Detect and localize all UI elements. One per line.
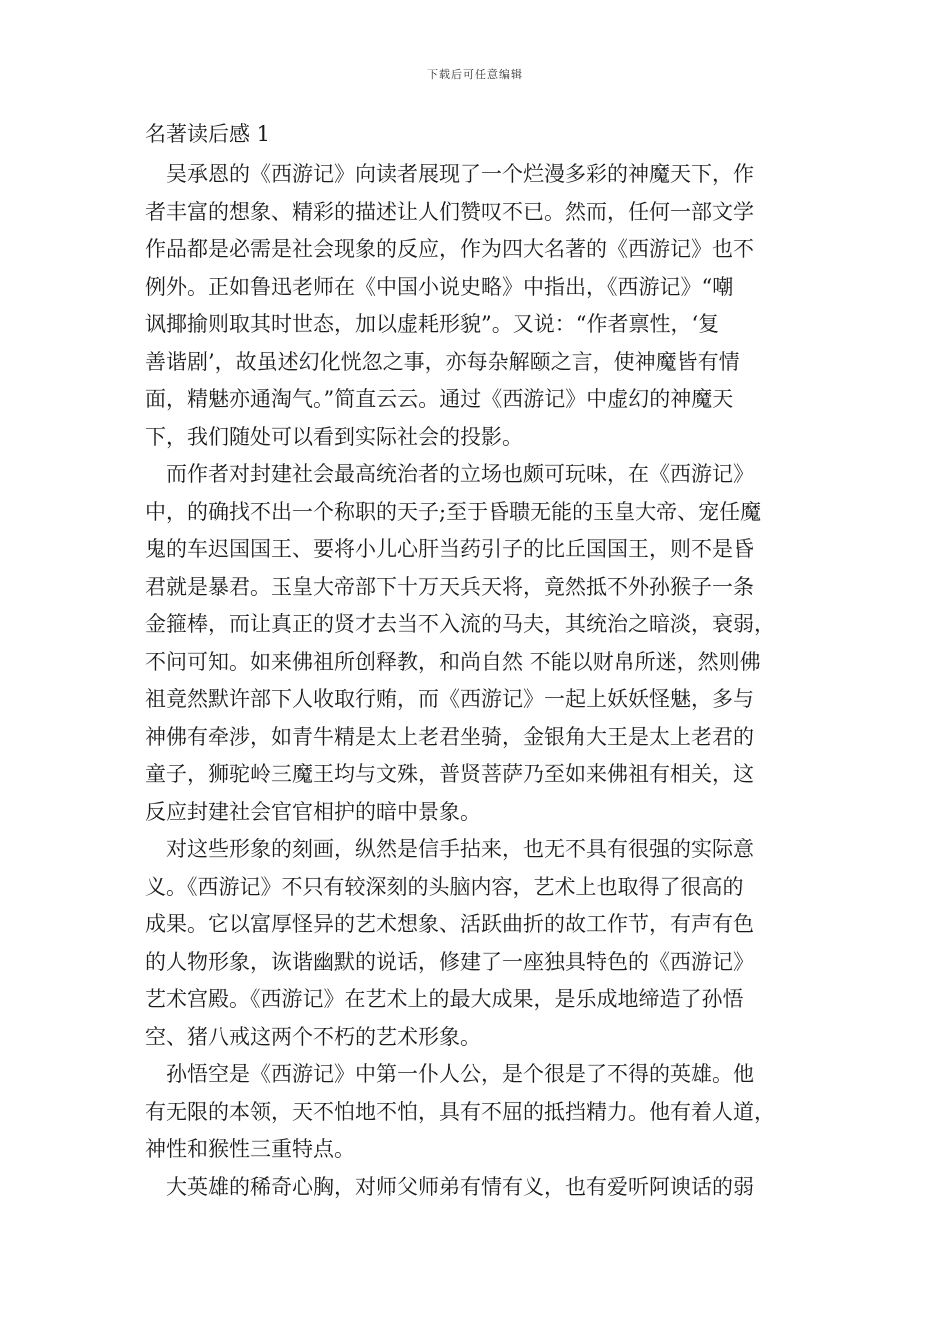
document-body xyxy=(145,116,815,1206)
paragraph-line: 神性和猴性三重特点。 xyxy=(145,1137,355,1161)
paragraph-line: 君就是暴君。玉皇大帝部下十万天兵天将，竟然抵不外孙猴子一条 xyxy=(145,574,754,599)
paragraph xyxy=(145,1056,815,1169)
paragraph-line: 讽揶揄则取其时世态，加以虚耗形貌”。又说：“作者禀性，‘复 xyxy=(145,312,720,336)
paragraph-line: 鬼的车迟国国王、要将小儿心肝当药引子的比丘国国王，则不是昏 xyxy=(145,537,754,561)
paragraph-line: 例外。正如鲁迅老师在《中国小说史略》中指出，《西游记》“嘲 xyxy=(145,274,734,299)
paragraph-line: 对这些形象的刻画，纵然是信手拈来，也无不具有很强的实际意 xyxy=(166,837,754,861)
paragraph-line: 反应封建社会官官相护的暗中景象。 xyxy=(145,799,481,824)
paragraph-line: 者丰富的想象、精彩的描述让人们赞叹不已。然而，任何一部文学 xyxy=(145,199,754,224)
document-title: 名著读后感 1 xyxy=(145,122,271,146)
paragraph-line: 童子，狮驼岭三魔王均与文殊，普贤菩萨乃至如来佛祖有相关，这 xyxy=(145,762,754,786)
paragraph-line: 神佛有牵涉，如青牛精是太上老君坐骑，金银角大王是太上老君的 xyxy=(145,724,754,749)
paragraph xyxy=(145,456,815,831)
paragraph-line: 面，精魅亦通淘气。”简直云云。通过《西游记》中虚幻的神魔天 xyxy=(145,387,734,411)
paragraph-line: 而作者对封建社会最高统治者的立场也颇可玩味，在《西游记》 xyxy=(166,462,754,486)
paragraph xyxy=(145,156,815,456)
paragraph xyxy=(145,831,815,1056)
paragraph-line: 义。《西游记》不只有较深刻的头脑内容，艺术上也取得了很高的 xyxy=(145,874,744,899)
paragraph xyxy=(145,1169,815,1207)
paragraph-line: 孙悟空是《西游记》中第一仆人公，是个很是了不得的英雄。他 xyxy=(166,1062,754,1086)
paragraph-line: 作品都是必需是社会现象的反应，作为四大名著的《西游记》也不 xyxy=(145,237,754,261)
paragraph-line: 艺术宫殿。《西游记》在艺术上的最大成果，是乐成地缔造了孙悟 xyxy=(145,987,744,1011)
paragraph-line: 空、猪八戒这两个不朽的艺术形象。 xyxy=(145,1024,481,1049)
paragraph-line: 的人物形象，诙谐幽默的说话，修建了一座独具特色的《西游记》 xyxy=(145,949,754,974)
paragraph-list xyxy=(145,156,815,1206)
paragraph-line: 下，我们随处可以看到实际社会的投影。 xyxy=(145,424,523,449)
paragraph-line: 不问可知。如来佛祖所创释教，和尚自然 不能以财帛所迷，然则佛 xyxy=(145,649,761,674)
paragraph-line: 善谐剧’，故虽述幻化恍忽之事，亦每杂解颐之言，使神魔皆有情 xyxy=(145,349,740,374)
paragraph-line: 大英雄的稀奇心胸，对师父师弟有情有义，也有爱听阿谀话的弱 xyxy=(166,1174,754,1199)
paragraph-line: 金箍棒，而让真正的贤才去当不入流的马夫，其统治之暗淡，衰弱， xyxy=(145,612,775,636)
paragraph-line: 祖竟然默许部下人收取行贿，而《西游记》一起上妖妖怪魅，多与 xyxy=(145,687,754,711)
paragraph-line: 吴承恩的《西游记》向读者展现了一个烂漫多彩的神魔天下，作 xyxy=(166,162,754,186)
paragraph-line: 有无限的本领，天不怕地不怕，具有不屈的抵挡精力。他有着人道， xyxy=(145,1099,775,1124)
paragraph-line: 成果。它以富厚怪异的艺术想象、活跃曲折的故工作节，有声有色 xyxy=(145,912,754,936)
header-note: 下载后可任意编辑 xyxy=(427,68,523,81)
paragraph-line: 中，的确找不出一个称职的天子;至于昏聩无能的玉皇大帝、宠任魔 xyxy=(145,499,762,524)
